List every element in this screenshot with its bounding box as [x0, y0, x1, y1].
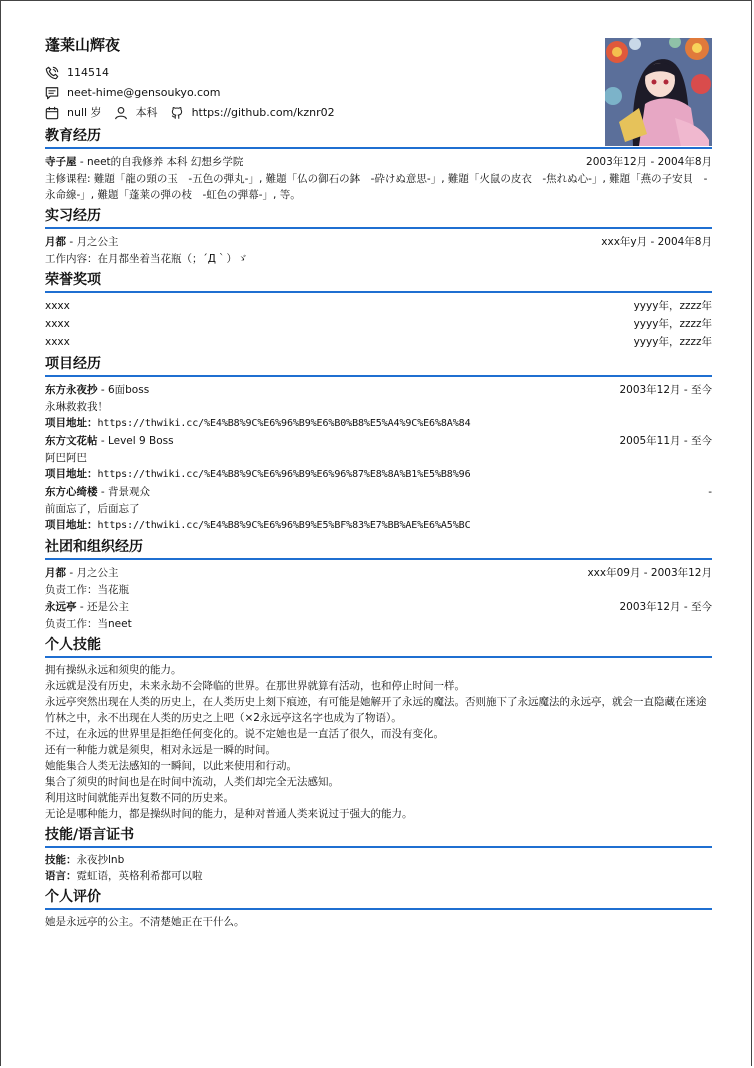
project-name: 东方永夜抄	[45, 384, 98, 396]
club-duty: 负责工作：当花瓶	[45, 584, 129, 596]
club-entry	[45, 598, 712, 616]
project-name: 东方文花帖	[45, 435, 98, 447]
message-icon	[45, 86, 59, 100]
honors-section	[45, 267, 712, 351]
honor-date: yyyy年，zzzz年	[633, 336, 712, 348]
project-url[interactable]: https://thwiki.cc/%E4%B8%9C%E6%96%B9%E5%BF%83%E7%BB%AE%E6%A5%BC	[97, 520, 471, 531]
skill-line: 集合了须臾的时间也是在时间中流动，人类们却完全无法感知。	[45, 776, 339, 788]
project-date: 2005年11月 - 至今	[619, 435, 712, 447]
internship-entry	[45, 233, 712, 251]
club-role: - 还是公主	[76, 601, 129, 613]
url-label: 项目地址：	[45, 519, 98, 531]
project-url-line	[45, 517, 712, 534]
honor-name: xxxx	[45, 318, 70, 330]
club-role: - 月之公主	[66, 567, 119, 579]
skill-line: 永远亭突然出现在人类的历史上，在人类历史上刻下痕迹，有可能是她解开了永远的魔法。否则施下了永远魔法的永远亭，就会一直隐藏在迷途竹林之中，永不出现在人类的历史之上吧（×2永远亭这名字也成为了物语）。	[45, 696, 707, 724]
calendar-icon	[45, 106, 59, 120]
section-title: 实习经历	[45, 203, 712, 229]
honor-name: xxxx	[45, 336, 70, 348]
project-date: 2003年12月 - 至今	[619, 384, 712, 396]
email-address[interactable]: neet-hime@gensoukyo.com	[67, 86, 221, 99]
section-title: 技能/语言证书	[45, 822, 712, 848]
section-title: 项目经历	[45, 351, 712, 377]
phone-number: 114514	[67, 66, 109, 79]
work-content: 工作内容：在月都坐着当花瓶（；´Д｀）ゞ	[45, 253, 248, 265]
clubs-section	[45, 534, 712, 632]
education-entry	[45, 153, 712, 171]
project-url[interactable]: https://thwiki.cc/%E4%B8%9C%E6%96%B9%E6%B0%B8%E5%A4%9C%E6%8A%84	[97, 418, 471, 429]
honor-row	[45, 333, 712, 351]
project-role: - Level 9 Boss	[97, 435, 174, 447]
club-entry	[45, 564, 712, 582]
club-name: 月都	[45, 567, 66, 579]
skill-cert-line	[45, 852, 712, 868]
project-entry	[45, 381, 712, 399]
section-title: 荣誉奖项	[45, 267, 712, 293]
section-title: 教育经历	[45, 123, 712, 149]
github-icon	[170, 106, 184, 120]
club-duty: 负责工作：当neet	[45, 618, 132, 630]
project-desc: 永琳救救我！	[45, 401, 108, 413]
section-title: 社团和组织经历	[45, 534, 712, 560]
section-title: 个人评价	[45, 884, 712, 910]
project-url-line	[45, 415, 712, 432]
courses: 主修课程: 難題「龍の頸の玉 -五色の弾丸-」, 難題「仏の御石の鉢 -砕けぬ意思-」, 難題「火鼠の皮衣 -焦れぬ心-」, 難題「燕の子安貝 -永命線-」, 難題「蓬莱の弾の枝 -虹色の弾幕-」, 等。	[45, 173, 708, 201]
project-desc: 阿巴阿巴	[45, 452, 87, 464]
project-url-line	[45, 466, 712, 483]
age: null 岁	[67, 106, 102, 119]
club-name: 永远亭	[45, 601, 77, 613]
project-url[interactable]: https://thwiki.cc/%E4%B8%9C%E6%96%B9%E6%96%87%E8%8A%B1%E5%B8%96	[97, 469, 471, 480]
phone-icon	[45, 66, 59, 80]
section-title: 个人技能	[45, 632, 712, 658]
project-entry	[45, 483, 712, 501]
internship-date: xxx年y月 - 2004年8月	[601, 236, 712, 248]
certs-section	[45, 822, 712, 884]
project-role: - 6面boss	[97, 384, 150, 396]
url-label: 项目地址：	[45, 468, 98, 480]
skill-line: 永远就是没有历史，未来永劫不会降临的世界。在那世界就算有活动，也和停止时间一样。	[45, 680, 465, 692]
project-role: - 背景观众	[97, 486, 150, 498]
project-desc: 前面忘了，后面忘了	[45, 503, 140, 515]
education-detail: - neet的自我修养 本科 幻想乡学院	[76, 156, 244, 168]
school-name: 寺子屋	[45, 156, 77, 168]
candidate-name: 蓬莱山辉夜	[45, 36, 121, 54]
skill-label: 技能：	[45, 854, 77, 866]
project-entry	[45, 432, 712, 450]
honor-date: yyyy年，zzzz年	[633, 318, 712, 330]
club-date: xxx年09月 - 2003年12月	[587, 567, 712, 579]
project-date: -	[708, 486, 712, 498]
skill-line: 拥有操纵永远和须臾的能力。	[45, 664, 182, 676]
evaluation-text: 她是永远亭的公主。不清楚她正在干什么。	[45, 916, 245, 928]
honor-date: yyyy年，zzzz年	[633, 300, 712, 312]
skill-value: 永夜抄lnb	[76, 854, 125, 866]
profile-photo	[605, 38, 712, 146]
honor-row	[45, 315, 712, 333]
education-date: 2003年12月 - 2004年8月	[586, 156, 712, 168]
github-link[interactable]: https://github.com/kznr02	[191, 106, 335, 119]
language-value: 霓虹语，英格利希都可以啦	[76, 870, 203, 882]
skill-line: 不过，在永远的世界里是拒绝任何变化的。说不定她也是一直活了很久，而没有变化。	[45, 728, 444, 740]
org-name: 月都	[45, 236, 66, 248]
honor-row	[45, 297, 712, 315]
skill-line: 无论是哪种能力，都是操纵时间的能力，是种对普通人类来说过于强大的能力。	[45, 808, 413, 820]
language-line	[45, 868, 712, 884]
evaluation-section	[45, 884, 712, 930]
degree: 本科	[135, 106, 158, 119]
resume-content	[45, 31, 712, 930]
skill-line: 还有一种能力就是须臾，相对永远是一瞬的时间。	[45, 744, 276, 756]
project-name: 东方心绮楼	[45, 486, 98, 498]
projects-section	[45, 351, 712, 534]
skills-section	[45, 632, 712, 822]
org-role: - 月之公主	[66, 236, 119, 248]
club-date: 2003年12月 - 至今	[619, 601, 712, 613]
skill-line: 她能集合人类无法感知的一瞬间，以此来使用和行动。	[45, 760, 297, 772]
url-label: 项目地址：	[45, 417, 98, 429]
language-label: 语言：	[45, 870, 77, 882]
internship-section	[45, 203, 712, 267]
honor-name: xxxx	[45, 300, 70, 312]
skill-line: 利用这时间就能弄出复数不同的历史来。	[45, 792, 234, 804]
user-icon	[114, 106, 128, 120]
